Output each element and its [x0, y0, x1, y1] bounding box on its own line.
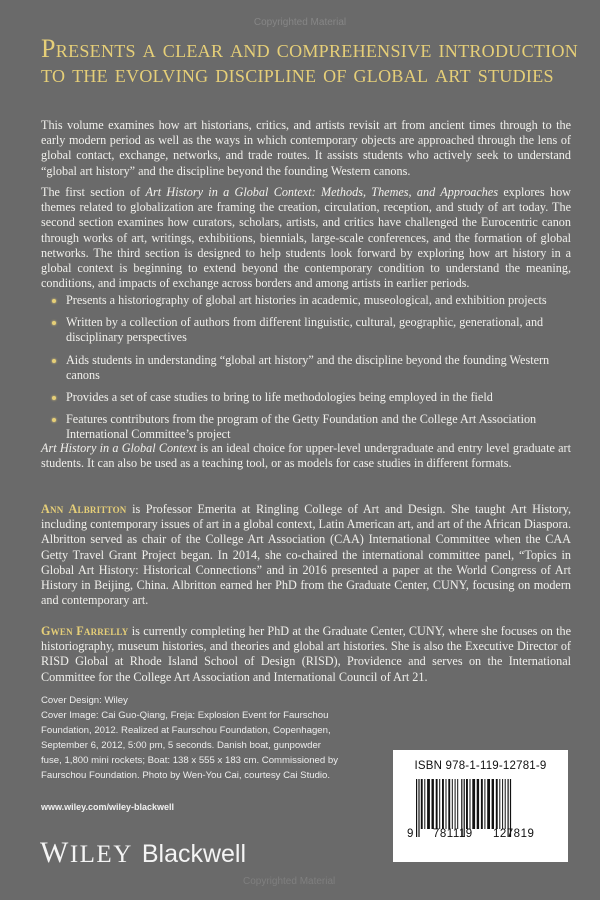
book-title-italic: Art History in a Global Context: Methods, Themes, and Approaches	[145, 185, 499, 199]
author-bio-albritton	[41, 502, 571, 608]
barcode-bar	[484, 779, 485, 829]
author-bio-farrelly	[41, 624, 571, 685]
paragraph-2-suffix: explores how themes related to globalization are framing the creation, circulation, reception, and study of art today. The second section examines how curators, scholars, artists, and critics have challenged the Eurocentric canon through works of art, writings, exhibitions, biennials, large-scale conferences, and the formation of global networks. The third section is designed to help students look forward by exploring how art history in a global context is beginning to extend beyond the contemporary condition to understand the meaning, conditions, and impacts of exchange across borders and among artists in earlier periods.	[41, 185, 571, 291]
feature-item	[52, 293, 572, 308]
barcode-bar	[446, 779, 447, 829]
cover-heading: Presents a clear and comprehensive introduction to the evolving discipline of global art studies	[41, 34, 579, 88]
barcode-bar	[496, 779, 498, 829]
description-paragraph-1: This volume examines how art historians, critics, and artists revisit art from ancient times through to the early modern period as well as the ways in which contemporary objects are approached through the lens of global contact, exchange, networks, and trade routes. It assists students who actively seek to understand “global art history” and the discipline beyond the founding Western canons.	[41, 118, 571, 178]
wiley-initial: W	[40, 836, 70, 869]
bullet-icon	[52, 359, 56, 363]
description-paragraph-3	[41, 441, 571, 471]
barcode-bar	[481, 779, 483, 829]
feature-item	[52, 315, 572, 345]
bullet-icon	[52, 418, 56, 422]
barcode-bar	[424, 779, 425, 829]
feature-text: Features contributors from the program of the Getty Foundation and the College Art Association International Committee’s project	[66, 412, 537, 442]
barcode-bar	[421, 779, 423, 829]
barcode-digits-right: 127819	[493, 828, 535, 840]
isbn-label: ISBN 978-1-119-12781-9	[414, 760, 547, 772]
barcode-bar	[492, 779, 494, 829]
blackwell-wordmark: Blackwell	[141, 840, 247, 868]
bullet-icon	[52, 299, 56, 303]
barcode-bar	[452, 779, 453, 829]
barcode-bar	[442, 779, 444, 829]
barcode-bar	[466, 779, 468, 829]
barcode-bar	[470, 779, 471, 829]
wiley-wordmark	[40, 836, 133, 869]
author-name: Gwen Farrelly	[41, 624, 129, 638]
wiley-rest: ILEY	[69, 841, 133, 868]
paragraph-3-suffix: is an ideal choice for upper-level undergraduate and entry level graduate art students. It can also be used as a teaching tool, or as models for case studies in different formats.	[41, 441, 571, 471]
isbn-barcode	[393, 750, 568, 862]
barcode-bar	[416, 779, 417, 837]
barcode-bar	[448, 779, 450, 829]
barcode-bar	[439, 779, 440, 829]
feature-text: Provides a set of case studies to bring to life methodologies being employed in the field	[66, 390, 493, 405]
barcode-bar	[436, 779, 438, 829]
author-bio-text: is Professor Emerita at Ringling College of Art and Design. She taught Art History, including contemporary issues of art in a global context, Latin American art, and art of the African Diaspora. Albritton served as chair of the College Art Association (CAA) International Committee when the CAA Getty Travel Grant Project began. In 2014, she co-chaired the international committee panel, “Topics in Global Art History: Historical Connections” and in 2016 presented a paper at the World Congress of Art History in Beijing, China. Albritton earned her PhD from the Graduate Center, CUNY, focusing on modern and contemporary art.	[41, 502, 571, 608]
feature-item	[52, 412, 572, 442]
copyright-watermark-bottom: Copyrighted Material	[243, 876, 336, 887]
barcode-bar	[505, 779, 506, 829]
author-bio-text: is currently completing her PhD at the Graduate Center, CUNY, where she focuses on the historiography, museum histories, and theories and global art histories. She is also the Executive Director of RISD Global at Rhode Island School of Design (RISD), Providence and serves on the International Committee for the College Art Association and International Council of Art 21.	[41, 624, 571, 684]
barcode-digits-left: 781119	[433, 828, 473, 840]
barcode-bar	[432, 779, 434, 829]
barcode-bar	[455, 779, 456, 829]
description-paragraph-2	[41, 185, 571, 291]
copyright-watermark-top: Copyrighted Material	[253, 17, 347, 28]
cover-design-credit: Cover Design: Wiley	[41, 695, 128, 706]
barcode-digit-lead: 9	[407, 828, 414, 840]
feature-text: Aids students in understanding “global art history” and the discipline beyond the founding Western canons	[66, 352, 550, 382]
publisher-logo	[40, 836, 246, 870]
author-name: Ann Albritton	[41, 502, 127, 516]
bullet-icon	[52, 321, 56, 325]
barcode-bar	[502, 779, 503, 829]
barcode-bar	[427, 779, 430, 829]
feature-item	[52, 390, 572, 405]
publisher-url[interactable]: www.wiley.com/wiley-blackwell	[41, 802, 175, 812]
bullet-icon	[52, 396, 56, 400]
feature-text: Written by a collection of authors from different linguistic, cultural, geographic, generational, and disciplinary perspectives	[66, 315, 544, 345]
feature-text: Presents a historiography of global art histories in academic, museological, and exhibition projects	[66, 293, 547, 307]
barcode-bar	[418, 779, 419, 837]
cover-credits	[41, 693, 341, 783]
feature-list	[52, 293, 572, 450]
barcode-bar	[457, 779, 458, 829]
paragraph-2-prefix: The first section of	[41, 185, 146, 199]
book-title-italic: Art History in a Global Context	[41, 441, 197, 455]
barcode-bar	[477, 779, 479, 829]
feature-item	[52, 353, 572, 383]
barcode-bar	[499, 779, 500, 829]
barcode-bar	[487, 779, 490, 829]
barcode-bar	[472, 779, 475, 829]
cover-image-credit: Cover Image: Cai Guo-Qiang, Freja: Explosion Event for Faurschou Foundation, 2012. Realized at Faurschou Foundation, Copenhagen, September 6, 2012, 5:00 pm, 5 seconds. Danish boat, gunpowder fuse, 1,800 mini rockets; Boat: 138 x 555 x 183 cm. Commissioned by Faurschou Foundation. Photo by Wen-You Cai, courtesy Cai Studio.	[41, 710, 339, 781]
